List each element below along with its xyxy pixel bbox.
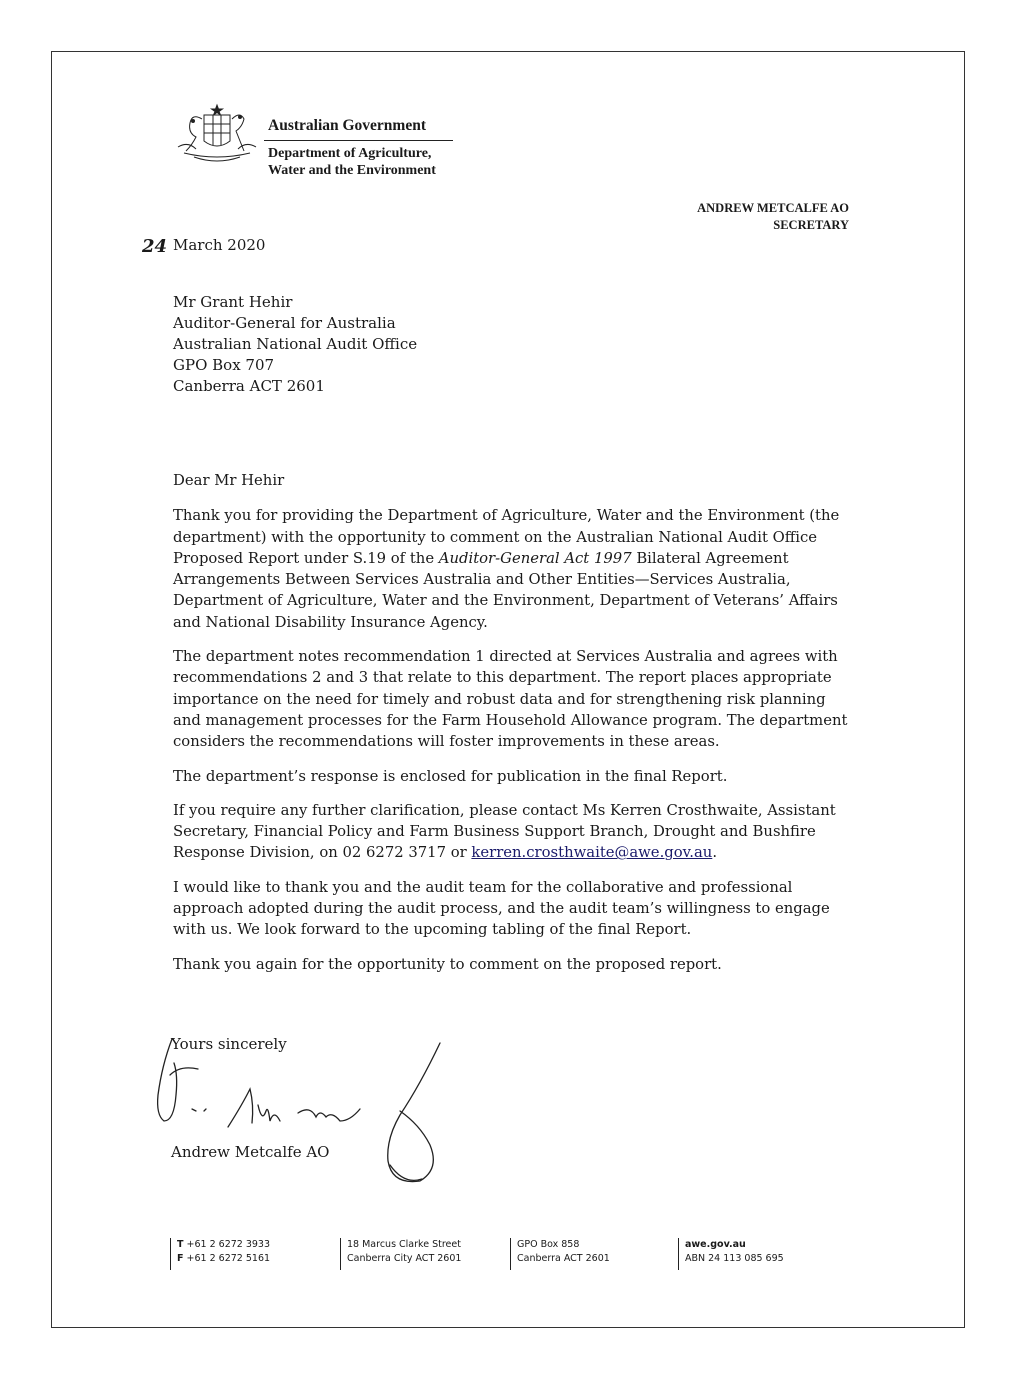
sender-block [697, 200, 849, 234]
salutation: Dear Mr Hehir [173, 472, 285, 489]
act-title: Auditor-General Act 1997 [438, 549, 632, 567]
recipient-org: Australian National Audit Office [173, 335, 418, 353]
contact-email-link[interactable]: kerren.crosthwaite@awe.gov.au [471, 844, 713, 862]
signature-icon [150, 1035, 460, 1190]
footer-web [678, 1238, 784, 1270]
department-line-2: Water and the Environment [268, 163, 436, 178]
recipient-city: Canberra ACT 2601 [173, 377, 325, 395]
department-line-1: Department of Agriculture, [268, 146, 432, 161]
paragraph-4 [173, 800, 853, 864]
footer-street-address [340, 1238, 461, 1270]
recipient-address [173, 292, 417, 397]
footer-fax-line [177, 1252, 270, 1266]
coat-of-arms-icon [174, 101, 260, 167]
street-city: Canberra City ACT 2601 [347, 1253, 462, 1264]
footer-postal-address [510, 1238, 610, 1270]
recipient-box: GPO Box 707 [173, 356, 275, 374]
paragraph-4-text-a: If you require any further clarification, please contact Ms Kerren Crosthwaite, Assistant Secretary, Financial Policy and Farm Business Support Branch, Drought and Bushfire Response Division, on 02 6272 3717 or [173, 801, 836, 862]
sender-name: ANDREW METCALFE AO [697, 201, 849, 215]
sender-title: SECRETARY [773, 218, 849, 232]
paragraph-1-text-a: Thank you for providing the Department of Agriculture, Water and the Environment (the department) with the opportunity to comment on the Australian National Audit Office Proposed Report under S.19 of the [173, 507, 840, 567]
handwritten-day: 24 [142, 236, 168, 257]
government-name: Australian Government [268, 117, 427, 134]
footer-phone [170, 1238, 270, 1270]
fax-label: F [177, 1253, 184, 1264]
street: 18 Marcus Clarke Street [347, 1239, 461, 1250]
closing: Yours sincerely [171, 1035, 287, 1053]
paragraph-4-text-b: . [712, 844, 718, 862]
po-box: GPO Box 858 [517, 1239, 580, 1250]
paragraph-1 [173, 505, 853, 633]
letter-date: March 2020 [173, 236, 266, 254]
signatory-name: Andrew Metcalfe AO [171, 1143, 330, 1161]
header-divider [264, 140, 453, 141]
paragraph-6: Thank you again for the opportunity to comment on the proposed report. [173, 955, 722, 973]
footer-tel-line [177, 1238, 270, 1252]
recipient-name: Mr Grant Hehir [173, 293, 293, 311]
paragraph-1-text-b: Bilateral Agreement Arrangements Between Services Australia and Other Entities—Services Australia, Department of Agriculture, Water and the Environment, Department of Veterans’ Affairs and National Disability Insurance Agency. [173, 549, 838, 631]
letter-body [173, 470, 853, 988]
paragraph-3: The department’s response is enclosed for publication in the final Report. [173, 767, 728, 785]
tel-label: T [177, 1239, 184, 1250]
po-city: Canberra ACT 2601 [517, 1253, 610, 1264]
tel-number: +61 2 6272 3933 [186, 1239, 271, 1250]
department-name [268, 145, 436, 179]
website: awe.gov.au [685, 1239, 746, 1250]
abn: ABN 24 113 085 695 [685, 1253, 784, 1264]
paragraph-5: I would like to thank you and the audit team for the collaborative and professional approach adopted during the audit process, and the audit team’s willingness to engage with us. We look forward to the upcoming tabling of the final Report. [173, 878, 830, 939]
recipient-title: Auditor-General for Australia [173, 314, 396, 332]
fax-number: +61 2 6272 5161 [186, 1253, 271, 1264]
paragraph-2: The department notes recommendation 1 directed at Services Australia and agrees with recommendations 2 and 3 that relate to this department. The report places appropriate importance on the need for timely and robust data and for strengthening risk planning and management processes for the Farm Household Allowance program. The department considers the recommendations will foster improvements in these areas. [173, 648, 848, 751]
